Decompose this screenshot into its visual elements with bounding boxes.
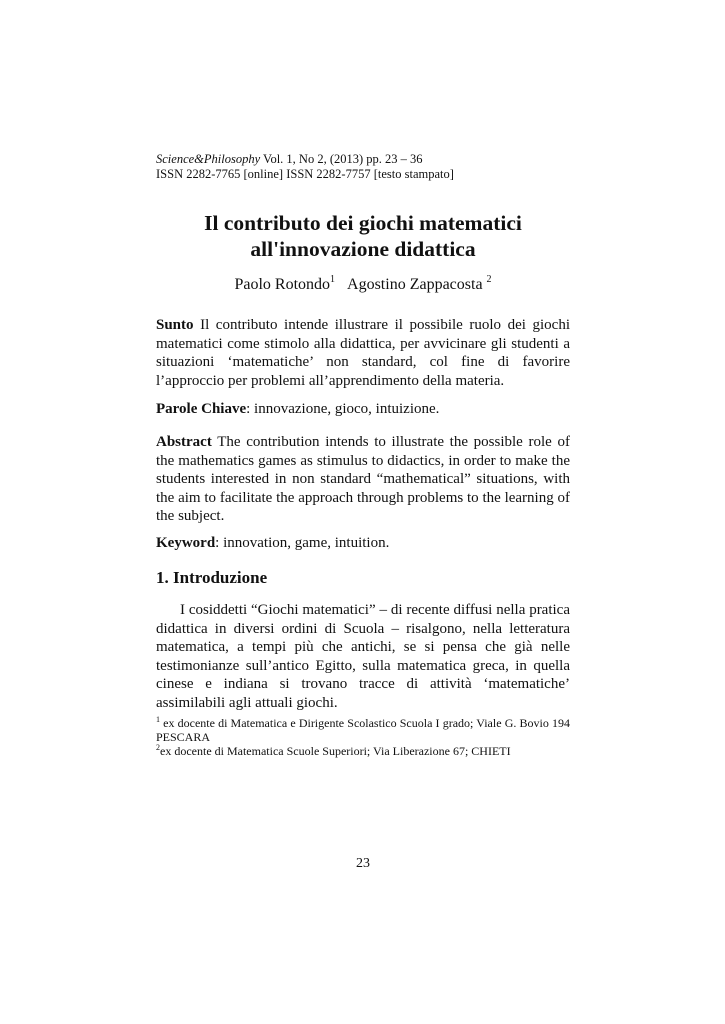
abstract-label: Abstract [156,434,212,450]
footnote-text: ex docente di Matematica Scuole Superiori; Via Liberazione 67; CHIETI [160,744,511,758]
author-name: Agostino Zappacosta [347,276,483,293]
journal-citation [156,152,576,167]
abstract-paragraph [156,433,570,526]
sunto-paragraph [156,316,570,390]
parole-chiave-text: : innovazione, gioco, intuizione. [246,401,440,417]
keyword-text: : innovation, game, intuition. [215,535,390,551]
page-number: 23 [356,856,370,871]
author-footnote-mark: 2 [486,274,492,285]
journal-issn: ISSN 2282-7765 [online] ISSN 2282-7757 [testo stampato] [156,167,454,181]
footnote-mark: 2 [156,743,160,752]
footnotes [156,716,570,758]
footnote [156,744,570,758]
footnote [156,716,570,744]
parole-chiave-label: Parole Chiave [156,401,247,417]
paper-title [156,210,570,262]
keyword-label: Keyword [156,535,216,551]
footnote-mark: 1 [156,715,160,724]
journal-volume-info: Vol. 1, No 2, (2013) pp. 23 – 36 [260,152,423,166]
introduction-paragraph: I cosiddetti “Giochi matematici” – di recente diffusi nella pratica didattica in diversi ordini di Scuola – risalgono, nella letteratura matematica, a tempi più che antichi, se si pensa che già nelle testimonianze sull’antico Egitto, sulla matematica greca, in quella cinese e indiana si trovano tracce di attività ‘matematiche’ assimilabili agli attuali giochi. [156,602,570,711]
footnote-text: ex docente di Matematica e Dirigente Scolastico Scuola I grado; Viale G. Bovio 194 PESCARA [156,716,570,744]
keyword-paragraph [156,534,570,553]
sunto-label: Sunto [156,317,194,333]
author-list [156,274,570,296]
journal-name: Science&Philosophy [156,152,261,166]
section-heading: 1. Introduzione [156,568,268,587]
abstract-text: The contribution intends to illustrate the possible role of the mathematics games as stimulus to didactics, in order to make the students interested in non standard “mathematical” situations, with the aim to facilitate the approach through problems to the learning of the subject. [156,434,570,525]
author-name: Paolo Rotondo [234,276,331,293]
parole-chiave-paragraph [156,400,570,419]
sunto-text: Il contributo intende illustrare il possibile ruolo dei giochi matematici come stimolo alla didattica, per avvicinare gli studenti a situazioni ‘matematiche’ non standard, col fine di favorire l’approccio per problemi all’apprendimento della materia. [156,317,570,389]
author-footnote-mark: 1 [330,274,336,285]
paper-title-line-1: Il contributo dei giochi matematici [204,211,522,235]
paper-title-line-2: all'innovazione didattica [250,237,476,261]
journal-header [156,152,576,182]
